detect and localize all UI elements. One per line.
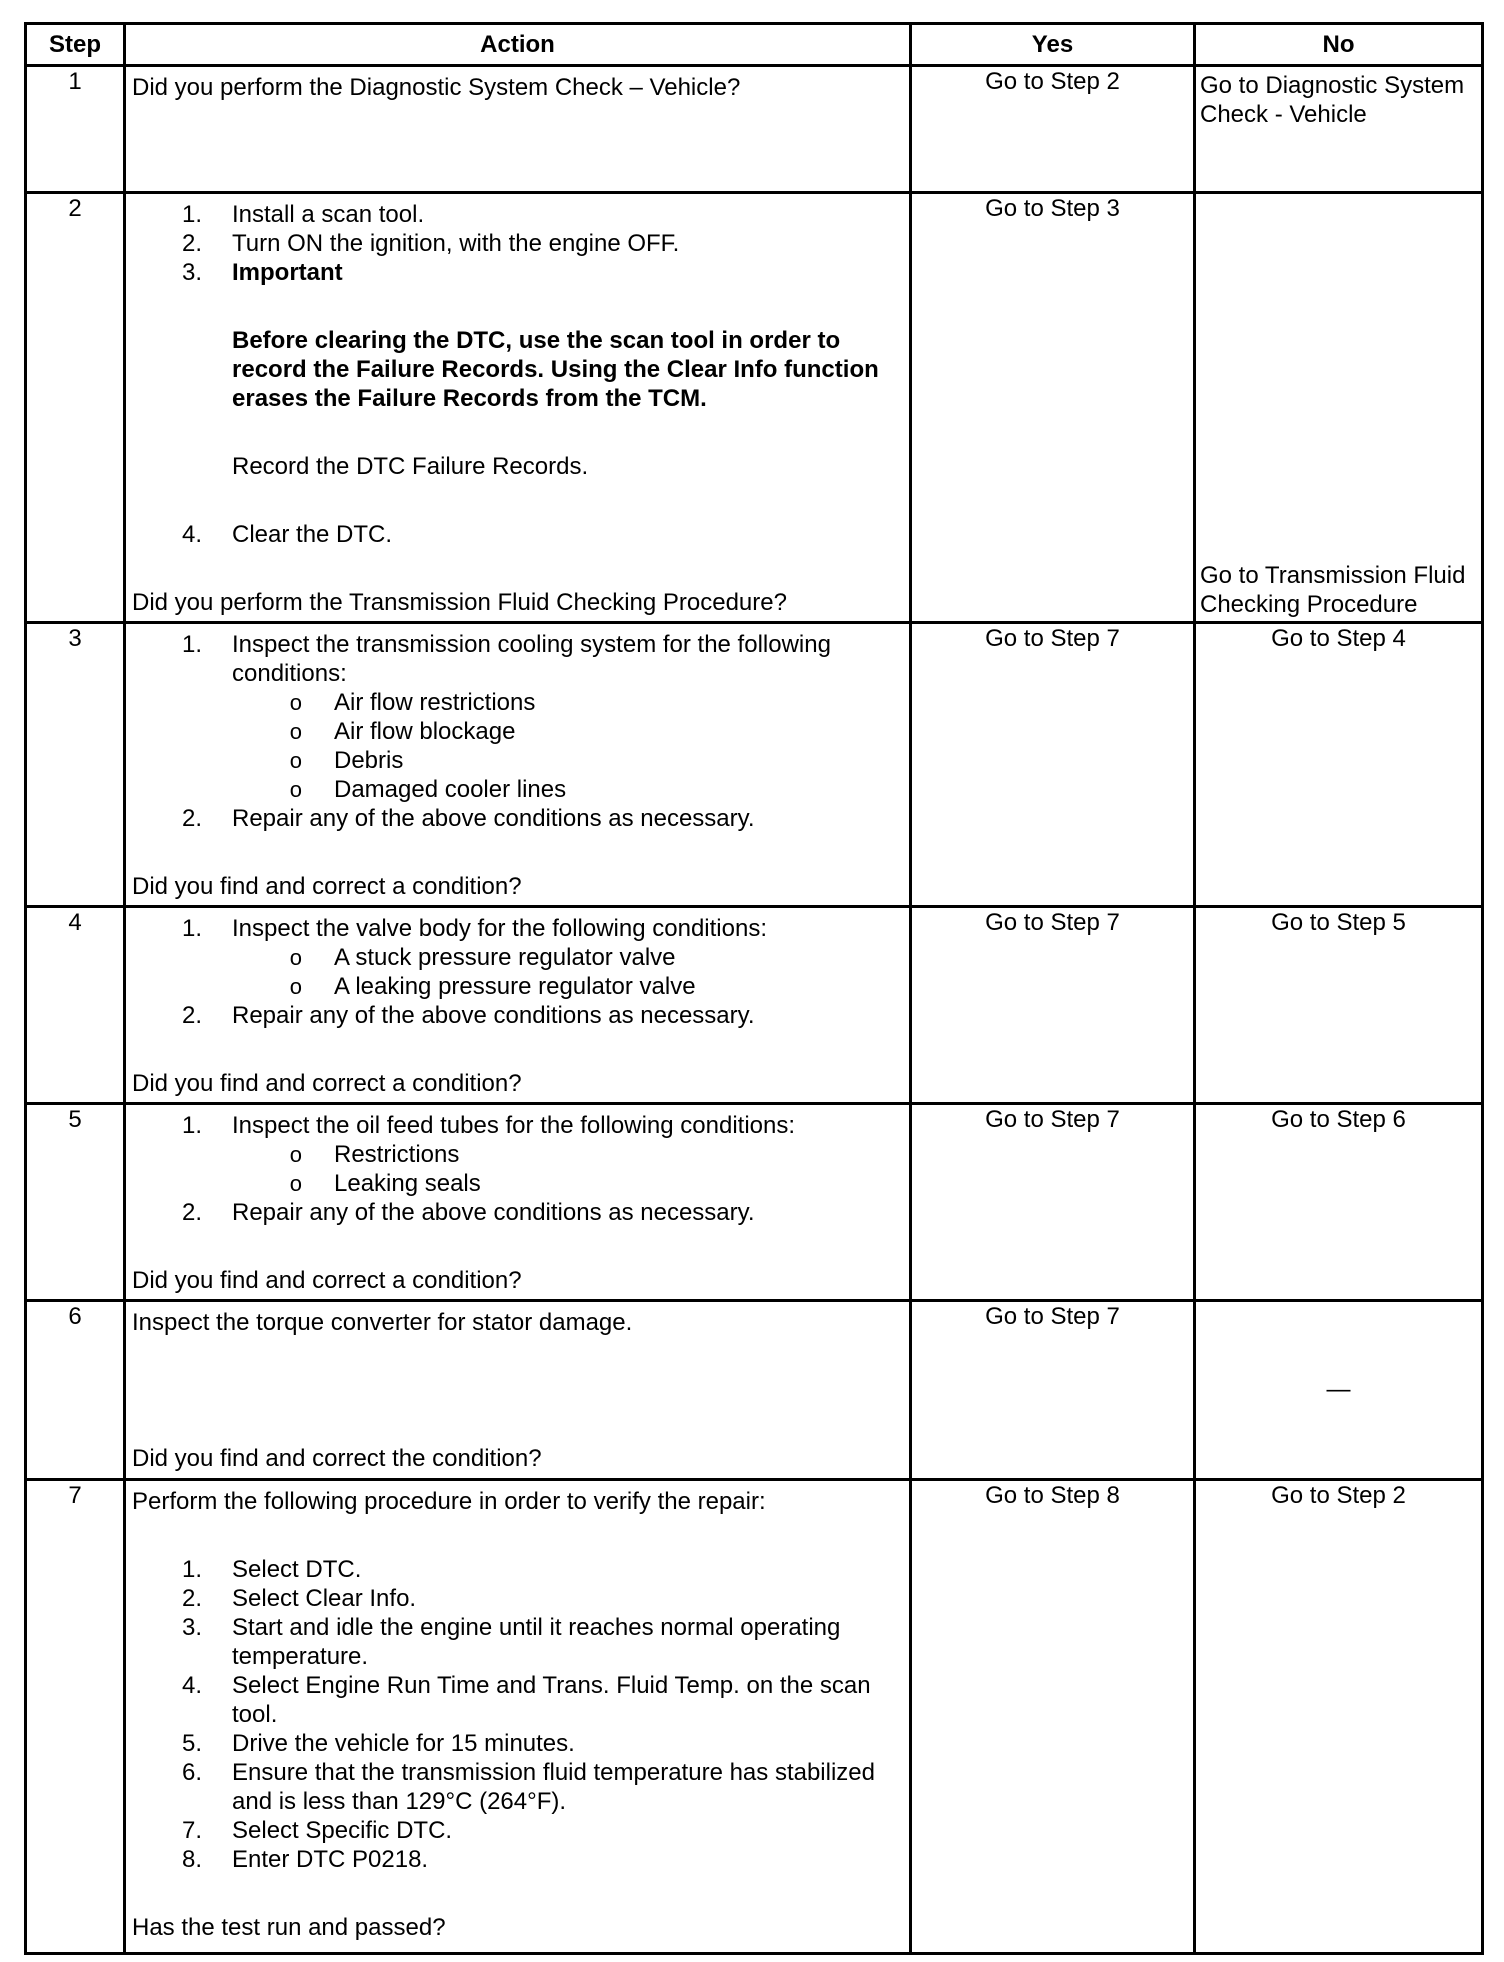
list-item: 1. Inspect the transmission cooling system for the following conditions: [181, 631, 831, 687]
sub-list-item: o Debris [289, 747, 404, 774]
yes-cell: Go to Step 2 [911, 66, 1195, 193]
action-intro: Perform the following procedure in order to verify the repair: [132, 1488, 766, 1515]
step-number: 7 [26, 1480, 125, 1954]
no-cell: Go to Step 2 [1195, 1480, 1483, 1954]
action-cell [125, 623, 911, 907]
sub-list-item: o A stuck pressure regulator valve [289, 944, 676, 971]
action-question: Did you find and correct a condition? [132, 873, 522, 900]
action-list [132, 200, 903, 287]
table-row-step-5 [26, 1104, 1483, 1301]
action-question: Did you find and correct a condition? [132, 1267, 522, 1294]
sub-list [132, 943, 903, 1001]
list-item: 4. Clear the DTC. [181, 521, 393, 548]
action-cell [125, 1480, 911, 1954]
table-row-step-3 [26, 623, 1483, 907]
header-row [26, 24, 1483, 66]
action-question: Did you perform the Transmission Fluid Checking Procedure? [132, 589, 787, 616]
step-number: 3 [26, 623, 125, 907]
step-number: 5 [26, 1104, 125, 1301]
list-item: 2. Turn ON the ignition, with the engine OFF. [181, 230, 680, 257]
action-intro: Inspect the torque converter for stator damage. [132, 1309, 633, 1336]
list-item: 1. Inspect the oil feed tubes for the following conditions: [181, 1112, 796, 1139]
yes-cell: Go to Step 3 [911, 193, 1195, 623]
action-question: Did you perform the Diagnostic System Check – Vehicle? [132, 74, 741, 101]
no-cell: Go to Diagnostic System Check - Vehicle [1195, 66, 1483, 193]
sub-list-item: o Damaged cooler lines [289, 776, 567, 803]
important-label: Important [232, 259, 343, 286]
yes-cell: Go to Step 7 [911, 907, 1195, 1104]
list-item: 7. Select Specific DTC. [181, 1817, 453, 1844]
list-item: 6. Ensure that the transmission fluid temperature has stabilized and is less than 129°C (264°F). [181, 1759, 875, 1815]
no-cell: Go to Transmission Fluid Checking Procedure [1195, 193, 1483, 623]
diagnostic-table [24, 22, 1484, 1955]
table-row-step-4 [26, 907, 1483, 1104]
step-number: 1 [26, 66, 125, 193]
list-item: 3. Start and idle the engine until it reaches normal operating temperature. [181, 1614, 841, 1670]
action-list [132, 1555, 903, 1874]
list-item: 2. Repair any of the above conditions as necessary. [181, 1002, 755, 1029]
step-number: 2 [26, 193, 125, 623]
sub-list-item: o Leaking seals [289, 1170, 481, 1197]
step-number: 6 [26, 1301, 125, 1480]
table-row-step-1 [26, 66, 1483, 193]
step-number: 4 [26, 907, 125, 1104]
action-question: Did you find and correct a condition? [132, 1070, 522, 1097]
list-item: 3. Important [132, 258, 903, 287]
list-item: 2. Select Clear Info. [181, 1585, 417, 1612]
list-item: 5. Drive the vehicle for 15 minutes. [181, 1730, 575, 1757]
sub-list-item: o Restrictions [289, 1141, 460, 1168]
list-item: 2. Repair any of the above conditions as necessary. [181, 805, 755, 832]
action-cell [125, 907, 911, 1104]
no-cell: Go to Step 4 [1195, 623, 1483, 907]
sub-list [132, 1140, 903, 1198]
list-item: 1. Select DTC. [181, 1556, 362, 1583]
important-note: Before clearing the DTC, use the scan tool in order to record the Failure Records. Using the Clear Info function erases the Failure Records from the TCM. [232, 327, 879, 412]
no-cell: Go to Step 6 [1195, 1104, 1483, 1301]
list-item: 8. Enter DTC P0218. [181, 1846, 429, 1873]
yes-cell: Go to Step 7 [911, 623, 1195, 907]
list-item: 4. Select Engine Run Time and Trans. Fluid Temp. on the scan tool. [181, 1672, 871, 1728]
yes-cell: Go to Step 7 [911, 1301, 1195, 1480]
header-yes: Yes [911, 24, 1195, 66]
table-row-step-6 [26, 1301, 1483, 1480]
yes-cell: Go to Step 7 [911, 1104, 1195, 1301]
sub-list [132, 688, 903, 804]
list-item: 1. Install a scan tool. [181, 201, 425, 228]
action-question: Has the test run and passed? [132, 1914, 446, 1941]
header-no: No [1195, 24, 1483, 66]
list-item: 1. Inspect the valve body for the following conditions: [181, 915, 767, 942]
action-cell [125, 66, 911, 193]
sub-list-item: o A leaking pressure regulator valve [289, 973, 696, 1000]
action-cell [125, 193, 911, 623]
action-cell [125, 1301, 911, 1480]
action-question: Did you find and correct the condition? [132, 1445, 542, 1472]
sub-list-item: o Air flow restrictions [289, 689, 536, 716]
no-cell: Go to Step 5 [1195, 907, 1483, 1104]
no-cell: — [1195, 1301, 1483, 1480]
header-action: Action [125, 24, 911, 66]
list-item: 2. Repair any of the above conditions as necessary. [181, 1199, 755, 1226]
record-instruction: Record the DTC Failure Records. [232, 453, 589, 480]
table-row-step-7 [26, 1480, 1483, 1954]
action-cell [125, 1104, 911, 1301]
yes-cell: Go to Step 8 [911, 1480, 1195, 1954]
table-row-step-2 [26, 193, 1483, 623]
sub-list-item: o Air flow blockage [289, 718, 516, 745]
header-step: Step [26, 24, 125, 66]
